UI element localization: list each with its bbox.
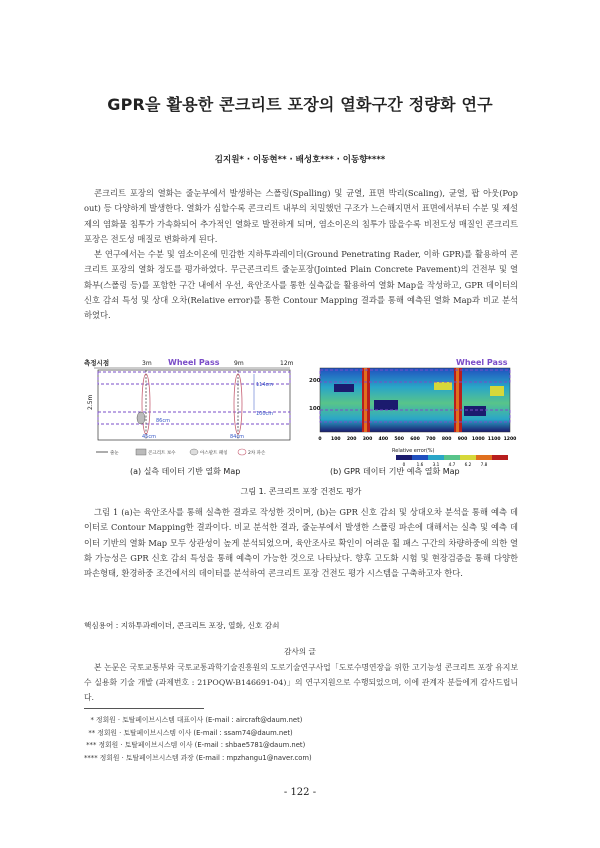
colorbar-tick: 4.7 xyxy=(448,462,456,467)
dist-12m: 12m xyxy=(280,360,294,367)
colorbar-swatch xyxy=(460,455,476,460)
dim-100: 100cm xyxy=(256,411,274,417)
x-tick-label: 800 xyxy=(441,437,452,442)
dist-9m: 9m xyxy=(234,360,244,367)
colorbar-swatch xyxy=(396,455,412,460)
authors: 김지원* · 이동현** · 배성호*** · 이동향**** xyxy=(214,155,386,165)
figure-1 xyxy=(84,356,518,496)
footnote-3: *** 정회원 · 토탈페이브시스템 이사 (E-mail : shbae5781@daum.net) xyxy=(84,741,306,750)
paragraph-2: 본 연구에서는 수분 및 염소이온에 민감한 지하투과레이더(Ground Penetrating Rader, 이하 GPR)를 활용하여 콘크리트 포장의 열화 정도를 평가하였다. 무근콘크리트 줄눈포장(Jointed Plain Concrete Pavement)의 건전부 및 열화부(스폴링 등)를 포함한 구간 내에서 우선, 육안조사를 통한 실측값을 활용하여 열화 Map을 작성하고, GPR 데이터의 신호 감쇠 특성 및 상대 오차(Relative error)를 통한 Contour Mapping 결과를 통해 예측된 열화 Map과 비교 분석하였다. xyxy=(84,249,518,321)
x-tick-label: 600 xyxy=(410,437,420,442)
y-tick-100: 100 xyxy=(309,406,321,412)
colorbar-tick: 7.8 xyxy=(480,462,488,467)
x-tick-label: 200 xyxy=(346,437,357,442)
ack-text: 본 논문은 국토교통부와 국토교통과학기술진흥원의 도로기술연구사업「도로수명연장을 위한 고기능성 콘크리트 포장 유지보수 실용화 기술 개발 (과제번호 : 21POQW-B146691-04)」의 연구지원으로 수행되었으며, 이에 관계자 분들에게 감사드립니다. xyxy=(84,663,518,702)
width-25m: 2.5m xyxy=(87,394,94,410)
colorbar-swatch xyxy=(428,455,444,460)
x-ticks xyxy=(318,436,516,442)
wheel-pass-right: Wheel Pass xyxy=(456,358,508,367)
colorbar-swatch xyxy=(412,455,428,460)
dim-86: 86cm xyxy=(156,418,170,424)
colorbar-tick: 1.6 xyxy=(416,462,424,467)
footnote-2: ** 정회원 · 토탈페이브시스템 이사 (E-mail : ssam74@daum.net) xyxy=(84,728,293,737)
legend-title: Relative error(%) xyxy=(392,448,435,454)
right-map xyxy=(304,356,518,468)
x-tick-label: 500 xyxy=(394,437,404,442)
x-tick-label: 1200 xyxy=(503,437,517,442)
paragraph-3: 그림 1 (a)는 육안조사를 통해 실측한 결과로 작성한 것이며, (b)는 GPR 신호 감쇠 및 상대오차 분석을 통해 예측 데이터로 Contour Mapping한 결과이다. 비교 분석한 결과, 줄눈부에서 발생한 스폴링 파손에 대해서는 실측 및 예측 데이터 기반의 열화 Map 모두 상관성이 높게 분석되었으며, 육안조사로 확인이 어려운 휠 패스 구간의 차량하중에 의한 열화 가능성은 GPR 신호 감쇠 특성을 통해 예측이 가능한 것으로 나타났다. 향후 고도화 시험 및 현장검증을 통해 다양한 파손형태, 환경하중 조건에서의 데이터를 분석하여 콘크리트 포장 건전도 평가 시스템을 구축하고자 한다. xyxy=(84,507,518,579)
x-tick-label: 1000 xyxy=(471,437,485,442)
paragraph-1: 콘크리트 포장의 열화는 줄눈부에서 발생하는 스폴링(Spalling) 및 균열, 표면 박리(Scaling), 균열, 팝 아웃(Pop out) 등 다양하게 발생한다. 열화가 심할수록 콘크리트 내부의 치밀했던 구조가 느슨해지면서 표면에서부터 수분 및 제설제의 염화물 침투가 가속화되어 추가적인 열화로 발전하게 되며, 염소이온의 침투가 많을수록 비전도성 매질인 콘크리트 포장은 전도성 매질로 변화하게 된다. xyxy=(84,188,518,244)
page-number: - 122 - xyxy=(283,787,317,798)
x-tick-label: 400 xyxy=(378,437,389,442)
caption-a: (a) 실측 데이터 기반 열화 Map xyxy=(130,467,241,476)
colorbar-tick: 3.1 xyxy=(432,462,440,467)
figure-caption: 그림 1. 콘크리트 포장 건전도 평가 xyxy=(240,487,362,496)
colorbar-swatch xyxy=(492,455,508,460)
footnote-1: * 정회원 · 토탈페이브시스템 대표이사 (E-mail : aircraft@daum.net) xyxy=(84,716,303,724)
caption-b: (b) GPR 데이터 기반 예측 열화 Map xyxy=(330,467,460,476)
page-title: GPR을 활용한 콘크리트 포장의 열화구간 정량화 연구 xyxy=(107,95,493,114)
ack-title: 감사의 글 xyxy=(284,647,316,656)
dim-114: 114cm xyxy=(256,382,274,388)
footnote-4: **** 정회원 · 토탈페이브시스템 과장 (E-mail : mpzhangu1@naver.com) xyxy=(84,753,312,762)
left-map xyxy=(84,356,294,462)
analysis-body xyxy=(84,505,518,581)
colorbar-swatch xyxy=(476,455,492,460)
dim-45: 45cm xyxy=(142,434,156,440)
acknowledgement xyxy=(84,660,518,705)
keywords: 핵심용어 : 지하투과레이더, 콘크리트 포장, 열화, 신호 감쇠 xyxy=(84,621,280,630)
colorbar-tick: 0 xyxy=(402,462,406,467)
dist-3m: 3m xyxy=(142,360,152,367)
colorbar-swatch xyxy=(444,455,460,460)
legend-patch: 아스팔트 패칭 xyxy=(200,451,228,456)
x-tick-label: 900 xyxy=(457,437,468,442)
x-tick-label: 100 xyxy=(331,437,341,442)
x-tick-label: 700 xyxy=(426,437,436,442)
abstract-body xyxy=(84,186,518,324)
legend-repair: 콘크리트 보수 xyxy=(148,451,176,456)
label-site: 측정시점 xyxy=(84,359,110,367)
colorbar-tick: 6.2 xyxy=(464,462,472,467)
footnote-rule xyxy=(84,708,204,709)
x-tick-label: 0 xyxy=(318,437,322,442)
legend-joint: 줄눈 xyxy=(110,451,119,456)
x-tick-label: 300 xyxy=(362,437,373,442)
legend-secondary: 2차 파손 xyxy=(248,451,266,456)
footnotes xyxy=(84,714,312,764)
x-tick-label: 1100 xyxy=(487,437,501,442)
wheel-pass-left: Wheel Pass xyxy=(168,358,220,367)
dim-84: 84cm xyxy=(230,434,244,440)
y-tick-200: 200 xyxy=(309,378,321,384)
slab xyxy=(98,370,290,440)
